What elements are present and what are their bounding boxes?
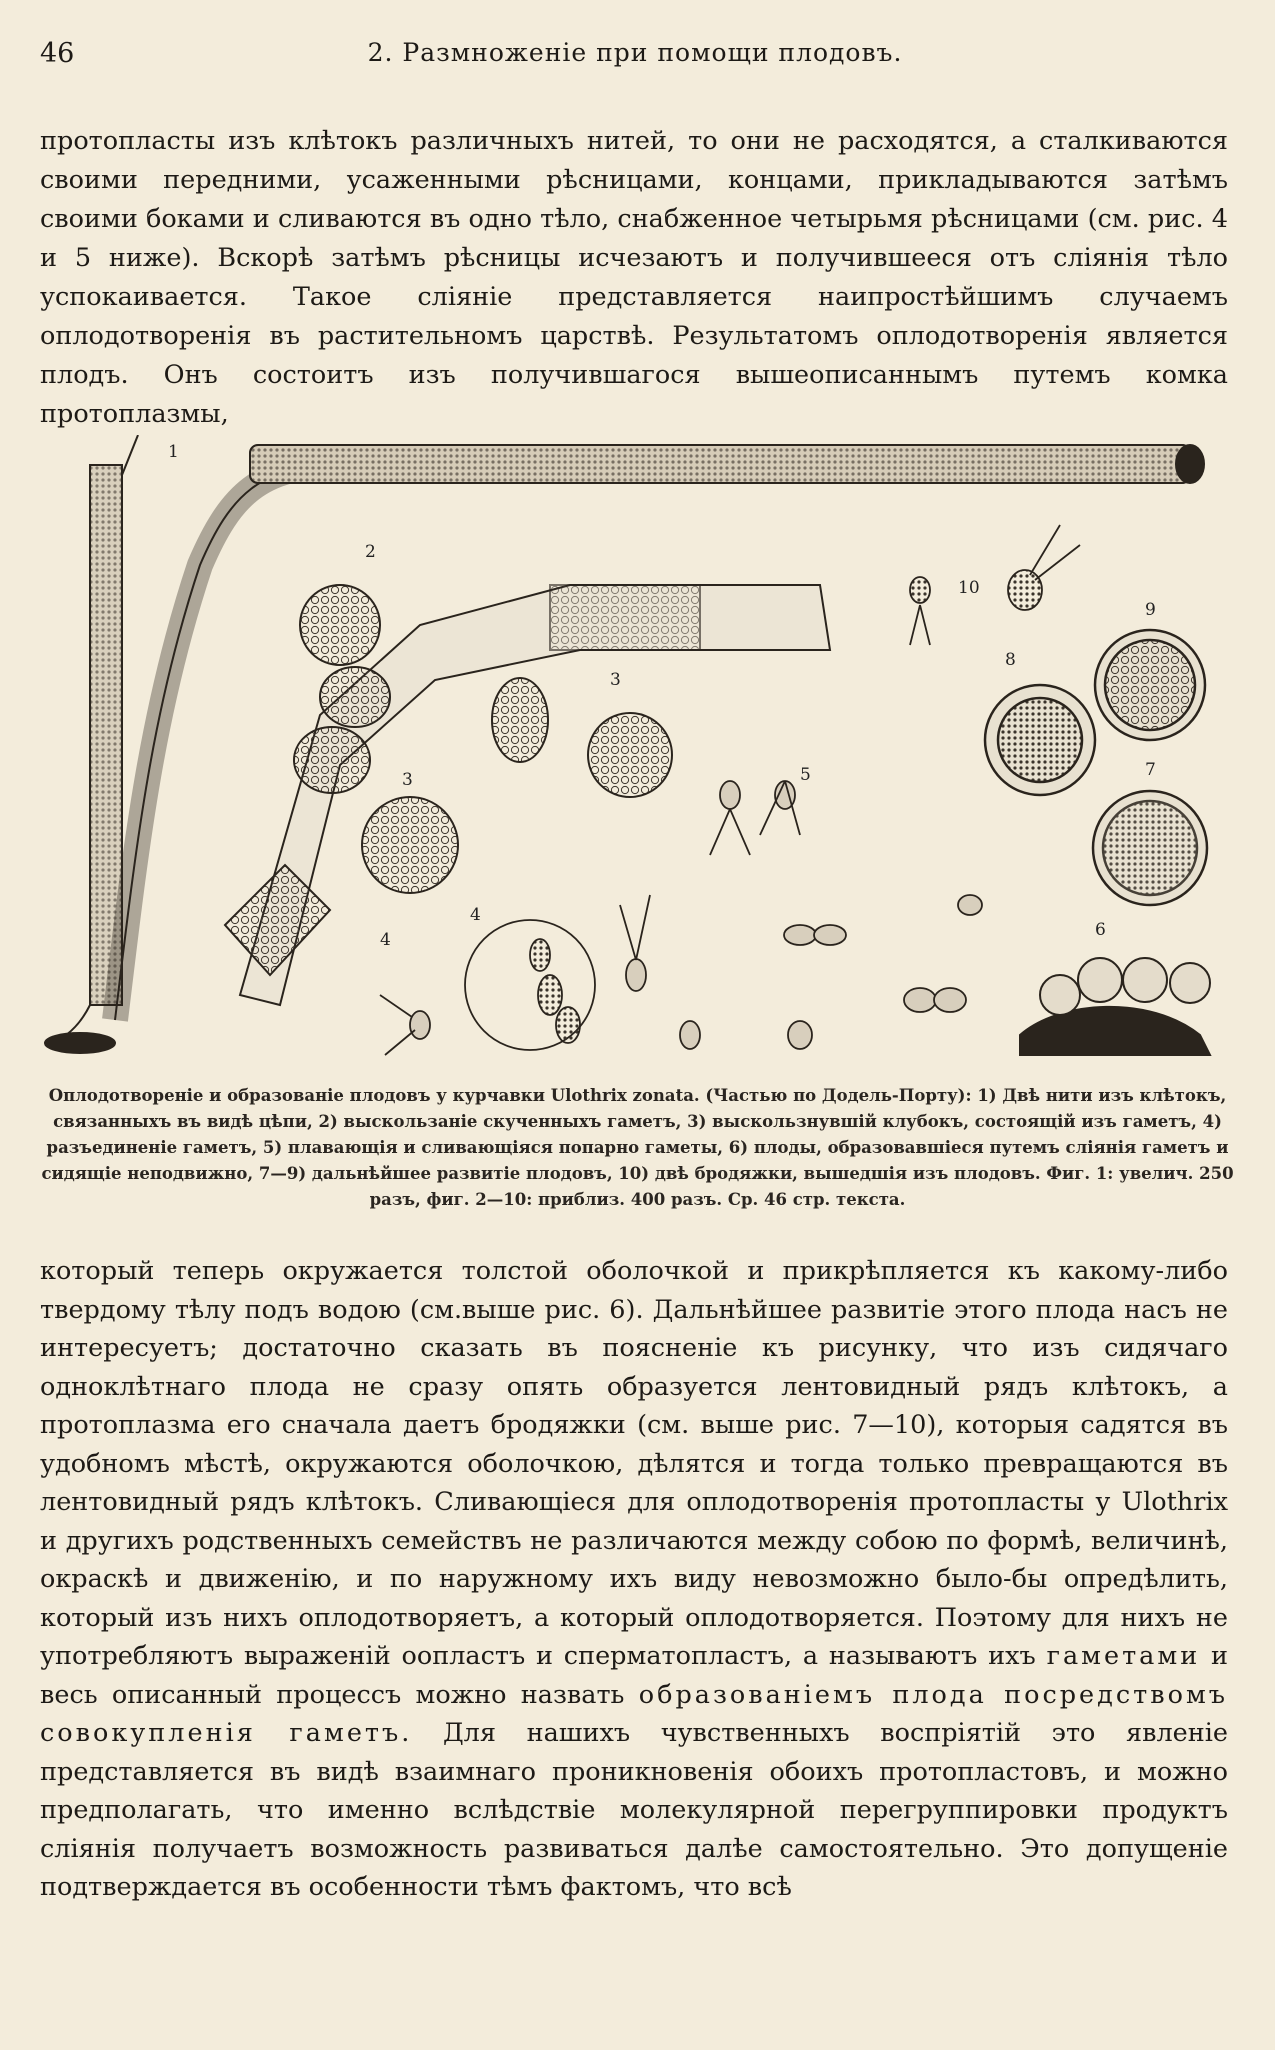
paragraph-bottom-part-1: который теперь окружается толстой оболочкой и прикрѣпляется къ какому-либо твердому тѣлу подъ водою (см.выше рис. 6). Дальнѣйшее развитіе этого плода насъ не интересуетъ; достаточно сказать въ поясненіе къ рисунку, что изъ сидячаго одноклѣтнаго плода не сразу опять образуется лентовидный рядъ клѣтокъ, а протоплазма его сначала даетъ бродяжки (см. выше рис. 7—10), которыя садятся въ удобномъ мѣстѣ, окружаются оболочкою, дѣлятся и тогда только превращаются въ лентовидный рядъ клѣтокъ. Сливающіеся для оплодотворенія протопласты у Ulothrix и другихъ родственныхъ семействъ не различаются между собою по формѣ, величинѣ, окраскѣ и движенію, и по наружному ихъ виду невозможно было-бы опредѣлить, который изъ нихъ оплодотворяетъ, а который оплодотворяется. Поэтому для нихъ не употребляютъ выраженій оопластъ и сперматопластъ, а называютъ ихъ [40, 1256, 1228, 1671]
developing-fruits [985, 630, 1207, 905]
fig-label-2: 2 [365, 542, 376, 562]
fig-label-8: 8 [1005, 650, 1016, 670]
fig-label-3b: 3 [402, 770, 413, 790]
fig-label-10: 10 [958, 578, 980, 598]
settled-fruits [1020, 958, 1210, 1055]
fig-label-3a: 3 [610, 670, 621, 690]
fig-label-4b: 4 [470, 905, 481, 925]
paragraph-bottom-part-2: и весь описанный процессъ можно назвать [40, 1641, 1229, 1710]
figure-caption: Оплодотвореніе и образованіе плодовъ у курчавки Ulothrix zonata. (Частью по Додель-Порту): 1) Двѣ нити изъ клѣтокъ, связанныхъ въ видѣ цѣпи, 2) выскользаніе скученныхъ гаметъ, 3) выскользнувшій клубокъ, состоящій изъ гаметъ, 4) разъединеніе гаметъ, 5) плавающія и сливающіяся попарно гаметы, 6) плоды, образовавшіеся путемъ слiянiя гаметъ и сидящіе неподвижно, 7—9) дальнѣйшее развитіе плодовъ, 10) двѣ бродяжки, вышедшія изъ плодовъ. Фиг. 1: увелич. 250 разъ, фиг. 2—10: приблиз. 400 разъ. Ср. 46 стр. текста. [41, 1086, 1234, 1209]
term-gametes: гаметами [1046, 1641, 1201, 1671]
fig-label-6: 6 [1095, 920, 1106, 940]
page-number: 46 [40, 38, 75, 69]
running-title: 2. Размноженіе при помощи плодовъ. [367, 38, 903, 67]
fig-label-1: 1 [168, 442, 179, 462]
fig-label-4a: 4 [380, 930, 391, 950]
paragraph-bottom-part-3: Для нашихъ чувственныхъ воспріятій это явленіе представляется въ видѣ взаимнаго проникновенія обоихъ протопластовъ, и можно предполагать, что именно вслѣдствіе молекулярной перегруппировки продуктъ слiянiя получаетъ возможность развиваться далѣе самостоятельно. Это допущеніе подтверждается въ особенности тѣмъ фактомъ, что всѣ [40, 1718, 1228, 1902]
page-header [40, 38, 1230, 78]
paragraph-top: протопласты изъ клѣтокъ различныхъ нитей, то они не расходятся, а сталкиваются своими передними, усаженными рѣсницами, концами, прикладываются затѣмъ своими боками и сливаются въ одно тѣло, снабженное четырьмя рѣсницами (см. рис. 4 и 5 ниже). Вскорѣ затѣмъ рѣсницы исчезаютъ и получившееся отъ слiянiя тѣло успокаивается. Такое слiянiе представляется наипростѣйшимъ случаемъ оплодотворенія въ растительномъ царствѣ. Результатомъ оплодотворенія является плодъ. Онъ состоитъ изъ получившагося вышеописаннымъ путемъ комка протоплазмы, [40, 126, 1228, 429]
fig-label-9: 9 [1145, 600, 1156, 620]
fig-label-7: 7 [1145, 760, 1156, 780]
fig-label-5: 5 [800, 765, 811, 785]
paragraph-bottom [40, 1252, 1228, 1907]
algae-illustration [40, 435, 1235, 1075]
term-process: образованіемъ плода посредствомъ совокупленія гаметъ. [40, 1679, 1228, 1748]
